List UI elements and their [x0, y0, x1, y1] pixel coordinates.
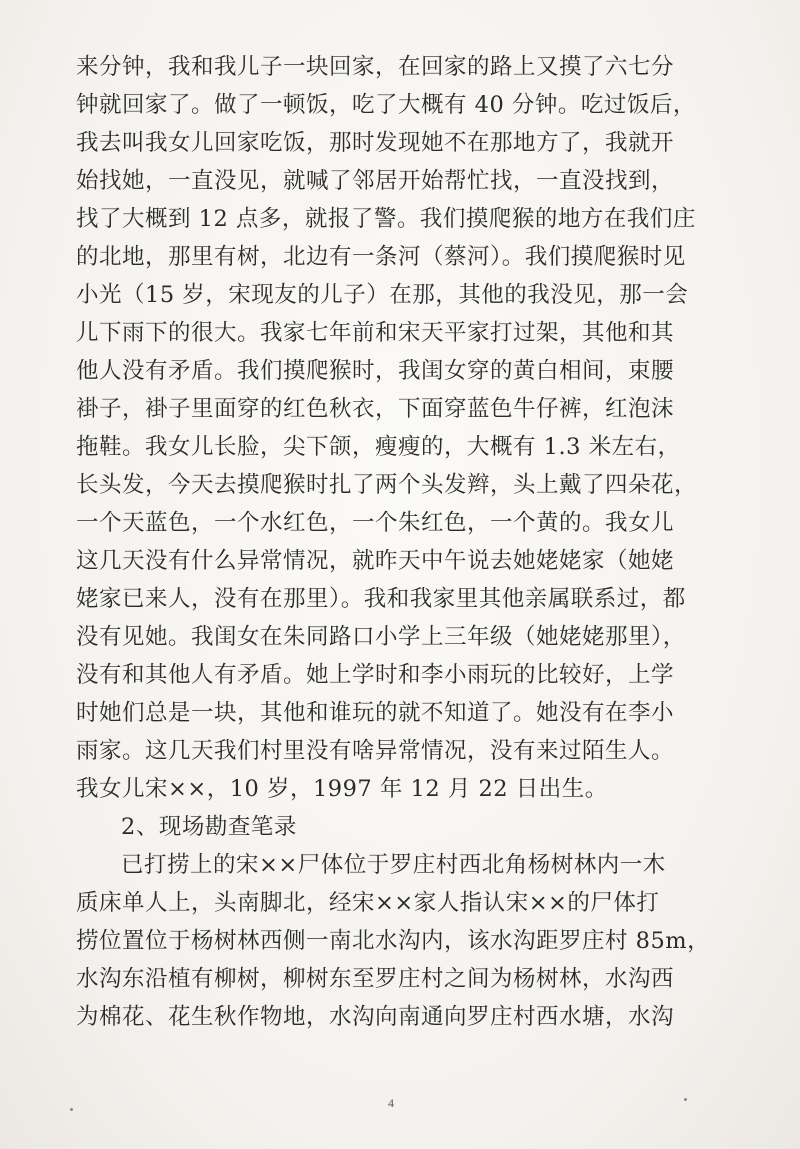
text-line: 始找她，一直没见，就喊了邻居开始帮忙找，一直没找到， [76, 168, 675, 194]
text-line: 钟就回家了。做了一顿饭，吃了大概有 40 分钟。吃过饭后， [76, 92, 696, 118]
text-line: 为棉花、花生秋作物地，水沟向南通向罗庄村西水塘，水沟 [76, 1004, 675, 1030]
text-line: 他人没有矛盾。我们摸爬猴时，我闺女穿的黄白相间，束腰 [76, 358, 675, 384]
section-heading: 2、现场勘查笔录 [121, 814, 297, 840]
scan-speck [684, 1098, 687, 1101]
text-line: 这几天没有什么异常情况，就昨天中午说去她姥姥家（她姥 [76, 548, 675, 574]
page-number: 4 [388, 1096, 394, 1110]
text-line: 水沟东沿植有柳树，柳树东至罗庄村之间为杨树林，水沟西 [76, 966, 675, 992]
text-line: 我女儿宋××，10 岁，1997 年 12 月 22 日出生。 [76, 776, 608, 802]
text-line: 捞位置位于杨树林西侧一南北水沟内，该水沟距罗庄村 85m， [76, 928, 711, 954]
text-line: 没有见她。我闺女在朱同路口小学上三年级（她姥姥那里）， [76, 624, 686, 650]
text-line: 来分钟，我和我儿子一块回家，在回家的路上又摸了六七分 [76, 54, 675, 80]
text-line: 小光（15 岁，宋现友的儿子）在那，其他的我没见，那一会 [76, 282, 689, 308]
text-line: 一个天蓝色，一个水红色，一个朱红色，一个黄的。我女儿 [76, 510, 675, 536]
text-line: 已打捞上的宋××尸体位于罗庄村西北角杨树林内一木 [121, 852, 666, 878]
text-line: 雨家。这几天我们村里没有啥异常情况，没有来过陌生人。 [76, 738, 675, 764]
text-line: 儿下雨下的很大。我家七年前和宋天平家打过架，其他和其 [76, 320, 675, 346]
text-line: 我去叫我女儿回家吃饭，那时发现她不在那地方了，我就开 [76, 130, 675, 156]
scan-speck [70, 1108, 73, 1111]
text-line: 长头发，今天去摸爬猴时扎了两个头发辫，头上戴了四朵花， [76, 472, 698, 498]
text-line: 姥家已来人，没有在那里）。我和我家里其他亲属联系过，都 [76, 586, 686, 612]
text-line: 没有和其他人有矛盾。她上学时和李小雨玩的比较好，上学 [76, 662, 675, 688]
text-line: 时她们总是一块，其他和谁玩的就不知道了。她没有在李小 [76, 700, 675, 726]
text-line: 找了大概到 12 点多，就报了警。我们摸爬猴的地方在我们庄 [76, 206, 696, 232]
document-body [76, 48, 726, 1036]
text-line: 质床单人上，头南脚北，经宋××家人指认宋××的尸体打 [76, 890, 660, 916]
text-line: 拖鞋。我女儿长脸，尖下颌，瘦瘦的，大概有 1.3 米左右， [76, 434, 681, 460]
text-line: 的北地，那里有树，北边有一条河（蔡河）。我们摸爬猴时见 [76, 244, 686, 270]
text-line: 褂子，褂子里面穿的红色秋衣，下面穿蓝色牛仔裤，红泡沫 [76, 396, 675, 422]
